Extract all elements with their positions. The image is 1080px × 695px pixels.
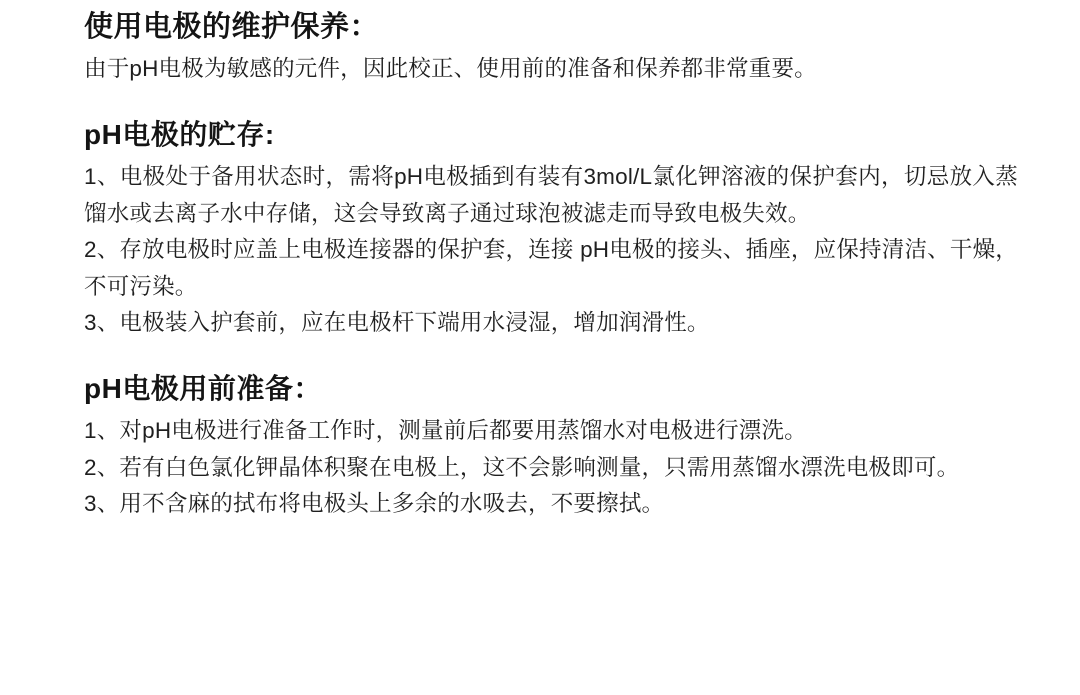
section-heading-preparation: pH电极用前准备： xyxy=(84,372,322,404)
section-paragraph-maintenance: 由于pH电极为敏感的元件，因此校正、使用前的准备和保养都非常重要。 xyxy=(84,56,817,82)
section-heading-storage: pH电极的贮存: xyxy=(84,118,275,150)
section-storage xyxy=(84,116,1018,342)
list-item: 1、电极处于备用状态时，需将pH电极插到有装有3mol/L氯化钾溶液的保护套内，切忌放入蒸馏水或去离子水中存储，这会导致离子通过球泡被滤走而导致电极失效。 xyxy=(84,164,1018,226)
section-preparation xyxy=(84,370,1018,523)
list-item: 1、对pH电极进行准备工作时，测量前后都要用蒸馏水对电极进行漂洗。 xyxy=(84,418,807,444)
spacer-1 xyxy=(84,88,1018,116)
list-item: 3、用不含麻的拭布将电极头上多余的水吸去，不要擦拭。 xyxy=(84,491,665,517)
list-item: 2、若有白色氯化钾晶体积聚在电极上，这不会影响测量，只需用蒸馏水漂洗电极即可。 xyxy=(84,454,960,480)
section-maintenance xyxy=(84,8,1018,88)
spacer-2 xyxy=(84,342,1018,370)
list-item: 2、存放电极时应盖上电极连接器的保护套，连接 pH电极的接头、插座，应保持清洁、干燥，不可污染。 xyxy=(84,237,1018,299)
section-heading-maintenance: 使用电极的维护保养： xyxy=(84,11,380,43)
list-item: 3、电极装入护套前，应在电极杆下端用水浸湿，增加润滑性。 xyxy=(84,310,710,336)
